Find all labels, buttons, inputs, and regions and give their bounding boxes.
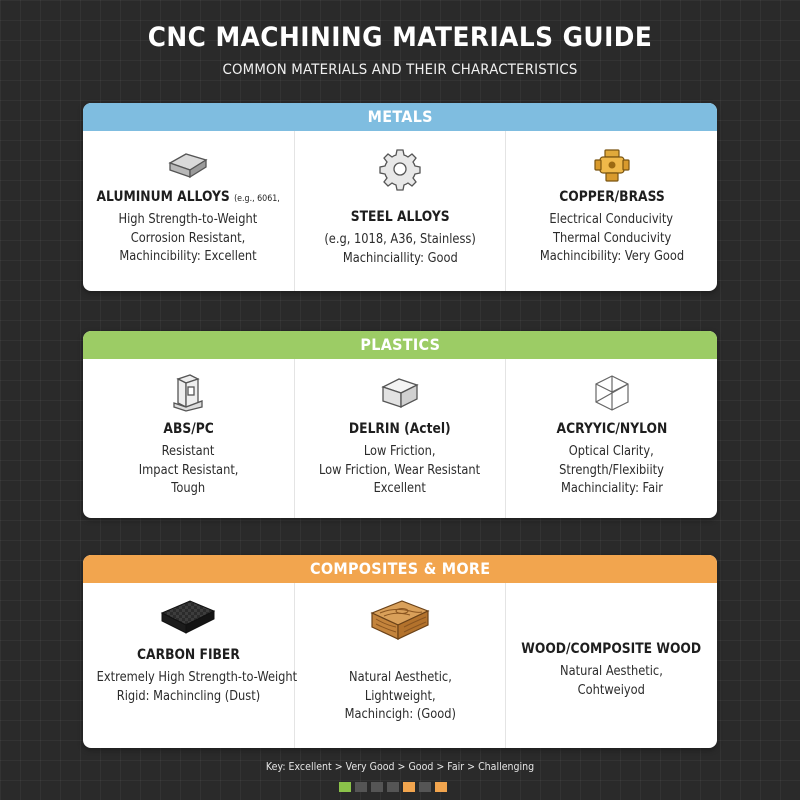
card-line: Resistant [161,444,215,459]
plastic-block-icon [379,375,421,411]
card-delrin [295,359,507,518]
acrylic-cube-icon [593,373,631,413]
carbon-fiber-sheet-icon [158,597,218,639]
card-title: COPPER/BRASS [558,189,665,205]
legend-swatch [435,782,447,792]
brass-fitting-icon [594,147,630,185]
card-line: High Strength-to-Weight [118,212,258,227]
card-line: Machinciallity: Good [342,250,458,266]
section-header-composites [83,555,717,583]
card-title: DELRIN (Actel) [349,421,451,437]
section-plastics [83,331,717,518]
gear-icon [378,147,422,191]
card-line: Machinciality: Fair [560,481,663,496]
plastic-bracket-icon [170,373,206,413]
card-abs-pc [83,359,295,518]
card-line: Natural Aesthetic, [560,664,664,679]
card-line: (e.g, 1018, A36, Stainless) [324,232,476,247]
card-acrylic-nylon [506,359,717,518]
page-subtitle: COMMON MATERIALS AND THEIR CHARACTERISTICS [222,62,578,78]
legend-swatch [387,782,399,792]
card-wood [295,583,507,748]
card-line: Thermal Conducivity [552,230,671,246]
section-label-plastics: PLASTICS [360,335,440,354]
card-title: STEEL ALLOYS [350,209,450,225]
card-title: CARBON FIBER [136,647,240,663]
legend-swatches [339,782,447,792]
card-line: Low Friction, [364,444,436,459]
card-aluminum-alloys [83,131,295,291]
card-line: Impact Resistant, [138,462,239,478]
legend-key [0,761,800,773]
section-label-metals: METALS [367,107,433,126]
legend-text: Key: Excellent > Very Good > Good > Fair > Challenging [265,761,535,773]
card-line: Lightweight, [364,688,436,704]
card-line: Natural Aesthetic, [348,670,452,685]
legend-swatch [419,782,431,792]
card-title: WOOD/COMPOSITE WOOD [521,641,702,657]
wood-block-icon [368,595,432,645]
card-wood-composite [506,583,717,748]
card-line: Optical Clarity, [569,444,655,459]
legend-swatch [355,782,367,792]
card-line: Rigid: Machincling (Dust) [116,688,261,704]
card-carbon-fiber [83,583,298,748]
legend-swatch [403,782,415,792]
card-title: ACRYYIC/NYLON [556,421,668,437]
card-line: Extremely High Strength-to-Weight [96,670,298,685]
card-line: Machincibility: Very Good [539,249,684,264]
section-composites [83,555,717,748]
card-copper-brass [506,131,717,291]
legend-swatch [339,782,351,792]
card-steel-alloys [295,131,507,291]
card-line: Strength/Flexibiity [559,462,665,478]
legend-swatch [371,782,383,792]
card-line: Tough [171,481,206,496]
section-metals [83,103,717,291]
card-line: Machincigh: (Good) [344,707,456,722]
card-line: Cohtweiyod [578,682,646,698]
card-title: ABS/PC [163,421,214,437]
card-line: Corrosion Resistant, [131,230,246,246]
header [0,22,800,78]
section-label-composites: COMPOSITES & MORE [309,559,491,578]
page-title: CNC MACHINING MATERIALS GUIDE [147,22,653,53]
card-title: ALUMINUM ALLOYS (e.g., 6061, [96,189,281,205]
metal-block-icon [166,149,210,181]
section-header-metals [83,103,717,131]
card-line: Excellent [373,481,427,496]
card-line: Machincibility: Excellent [119,249,257,264]
card-line: Low Friction, Wear Resistant [319,462,481,478]
card-line: Electrical Conducivity [549,212,674,227]
section-header-plastics [83,331,717,359]
